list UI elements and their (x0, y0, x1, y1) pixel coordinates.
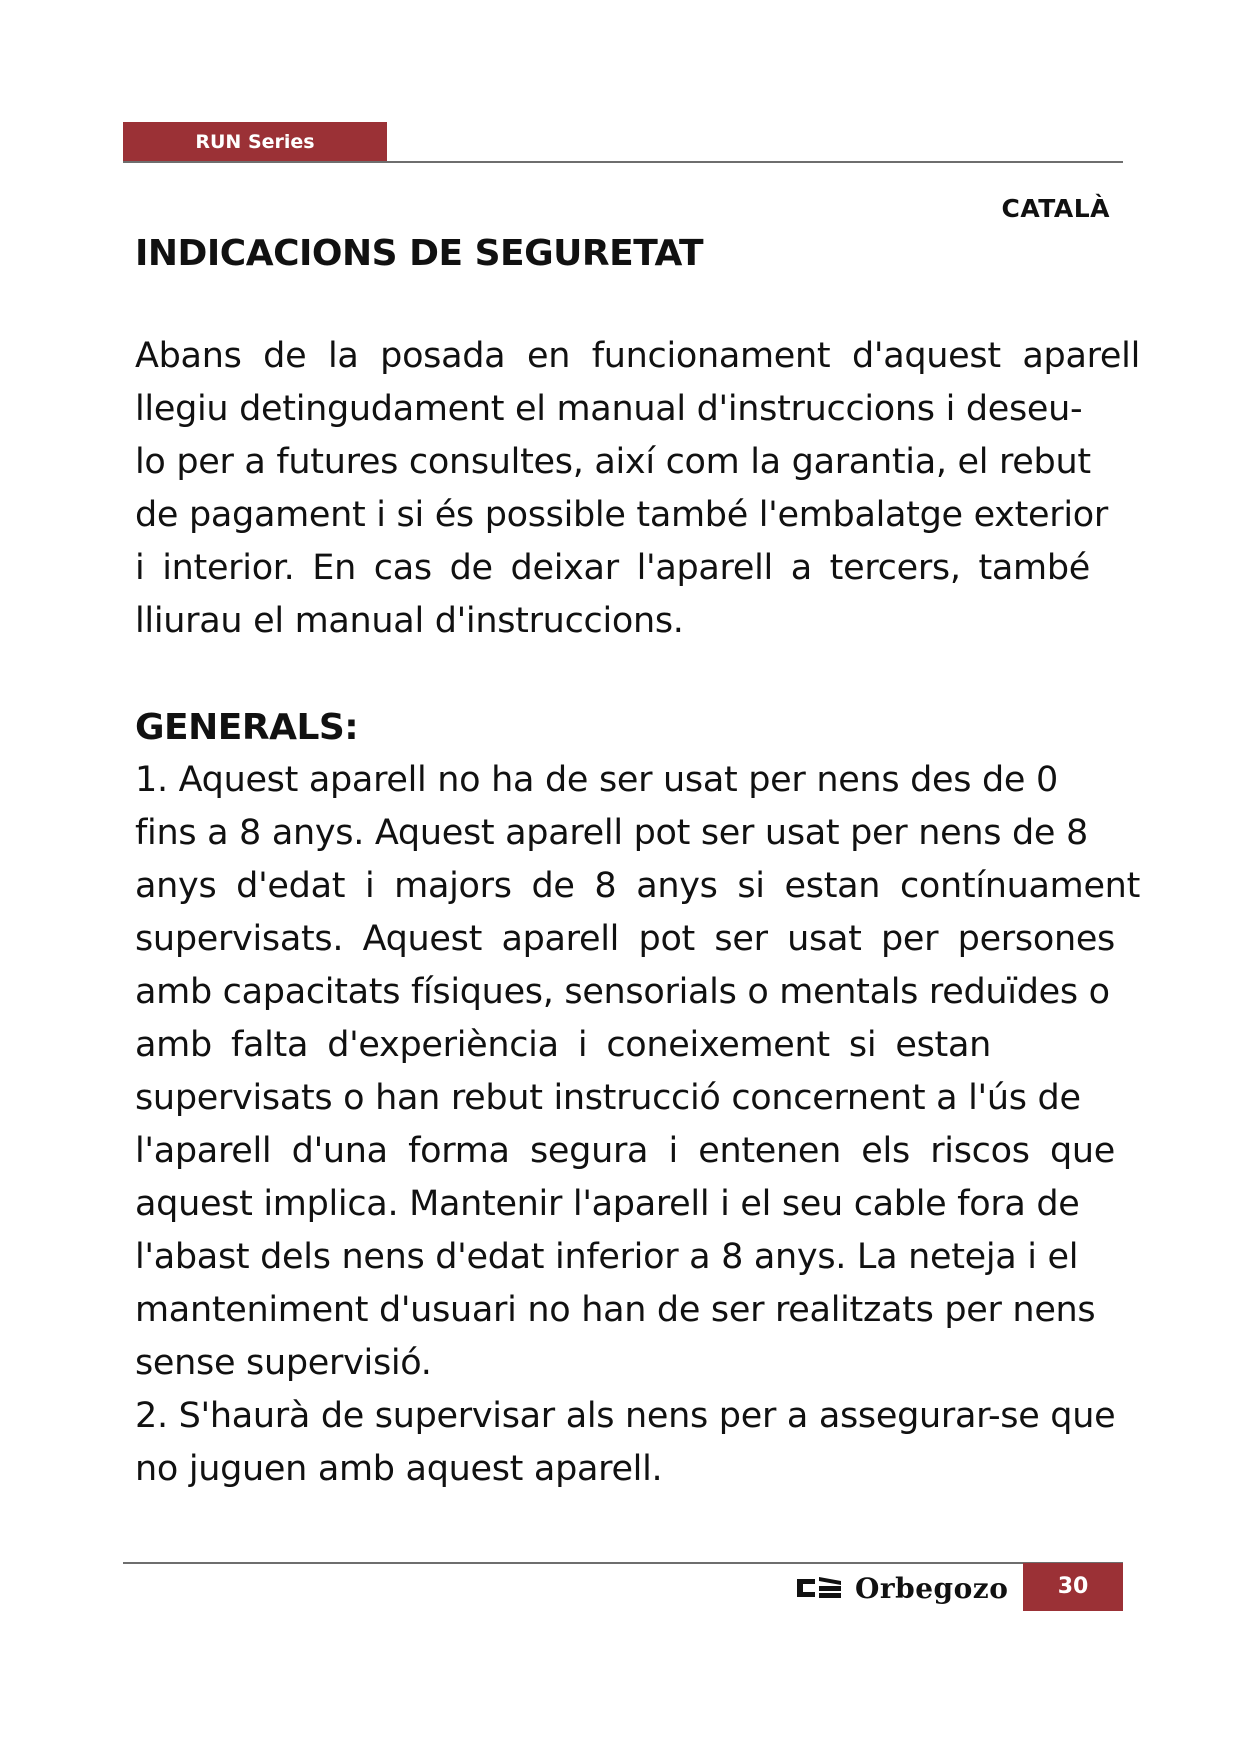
text-line: lo per a futures consultes, així com la garantia, el rebut (135, 442, 1091, 482)
text-line: manteniment d'usuari no han de ser realitzats per nens (135, 1290, 1096, 1330)
text-line: sense supervisió. (135, 1343, 432, 1383)
page-number: 30 (1023, 1563, 1123, 1611)
generals-paragraph (135, 754, 1140, 1496)
brand-logo (795, 1568, 1008, 1608)
text-line: i interior. En cas de deixar l'aparell a tercers, també (135, 548, 1090, 588)
text-line: aquest implica. Mantenir l'aparell i el seu cable fora de (135, 1184, 1080, 1224)
text-line: de pagament i si és possible també l'embalatge exterior (135, 495, 1108, 535)
text-line: l'abast dels nens d'edat inferior a 8 anys. La neteja i el (135, 1237, 1079, 1277)
footer-divider (123, 1562, 1123, 1564)
text-line: Abans de la posada en funcionament d'aquest aparell (135, 336, 1140, 376)
page-title: INDICACIONS DE SEGURETAT (135, 233, 704, 274)
text-line: supervisats. Aquest aparell pot ser usat per persones (135, 919, 1115, 959)
text-line: no juguen amb aquest aparell. (135, 1449, 663, 1489)
text-line: llegiu detingudament el manual d'instruccions i deseu- (135, 389, 1083, 429)
language-label: CATALÀ (1001, 194, 1110, 223)
text-line: 2. S'haurà de supervisar als nens per a assegurar-se que (135, 1396, 1116, 1436)
orbegozo-logo-icon (795, 1575, 843, 1601)
header-divider (123, 161, 1123, 163)
text-line: fins a 8 anys. Aquest aparell pot ser usat per nens de 8 (135, 813, 1088, 853)
text-line: anys d'edat i majors de 8 anys si estan contínuament (135, 866, 1140, 906)
text-line: supervisats o han rebut instrucció concernent a l'ús de (135, 1078, 1081, 1118)
series-label: RUN Series (123, 122, 387, 162)
text-line: l'aparell d'una forma segura i entenen els riscos que (135, 1131, 1115, 1171)
text-line: lliurau el manual d'instruccions. (135, 601, 684, 641)
brand-name: Orbegozo (855, 1571, 1009, 1605)
page-body (135, 228, 1140, 1496)
text-line: amb capacitats físiques, sensorials o mentals reduïdes o (135, 972, 1110, 1012)
text-line: amb falta d'experiència i coneixement si estan (135, 1025, 991, 1065)
section-heading: GENERALS: (135, 707, 359, 748)
intro-paragraph (135, 330, 1140, 648)
text-line: 1. Aquest aparell no ha de ser usat per nens des de 0 (135, 760, 1058, 800)
